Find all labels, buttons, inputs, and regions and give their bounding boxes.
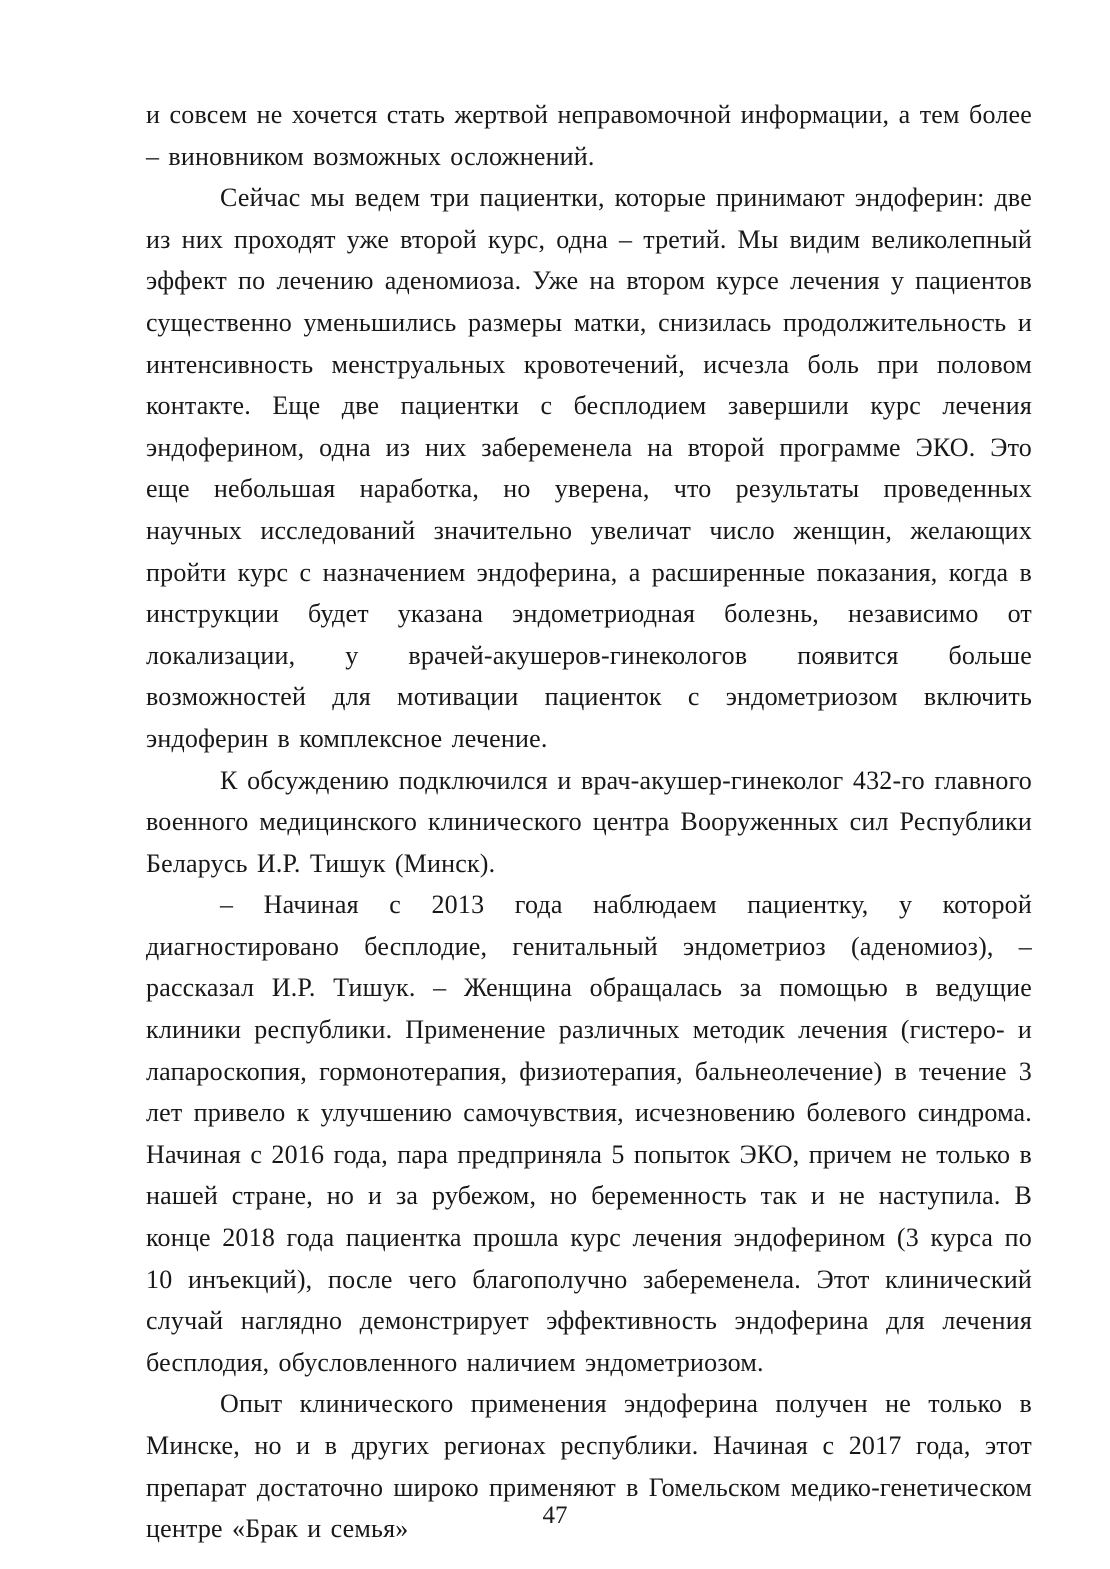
paragraph: – Начиная с 2013 года наблюдаем пациентку, у которой диагностировано бесплодие, генитальный эндометриоз (аденомиоз), – рассказал И.Р. Тишук. – Женщина обращалась за помощью в ведущие клиники республики. Применение различных методик лечения (гистеро- и лапароскопия, гормонотерапия, физиотерапия, бальнеолечение) в течение 3 лет привело к улучшению самочувствия, исчезновению болевого синдрома. Начиная с 2016 года, пара предприняла 5 попыток ЭКО, причем не только в нашей стране, но и за рубежом, но беременность так и не наступила. В конце 2018 года пациентка прошла курс лечения эндоферином (3 курса по 10 инъекций), после чего благополучно забеременела. Этот клинический случай наглядно демонстрирует эффективность эндоферина для лечения бесплодия, обусловленного наличием эндометриозом. bbox=[146, 890, 1032, 1377]
page-body-text bbox=[146, 94, 1032, 1550]
paragraph: К обсуждению подключился и врач-акушер-гинеколог 432-го главного военного медицинского клинического центра Вооруженных сил Республики Беларусь И.Р. Тишук (Минск). bbox=[146, 765, 1032, 878]
page-number: 47 bbox=[542, 1502, 568, 1529]
paragraph: Сейчас мы ведем три пациентки, которые принимают эндоферин: две из них проходят уже второй курс, одна – третий. Мы видим великолепный эффект по лечению аденомиоза. Уже на втором курсе лечения у пациентов существенно уменьшились размеры матки, снизилась продолжительность и интенсивность менструальных кровотечений, исчезла боль при половом контакте. Еще две пациентки с бесплодием завершили курс лечения эндоферином, одна из них забеременела на второй программе ЭКО. Это еще небольшая наработка, но уверена, что результаты проведенных научных исследований значительно увеличат число женщин, желающих пройти курс с назначением эндоферина, а расширенные показания, когда в инструкции будет указана эндометриодная болезнь, независимо от локализации, у врачей-акушеров-гинекологов появится больше возможностей для мотивации пациенток с эндометриозом включить эндоферин в комплексное лечение. bbox=[146, 183, 1032, 753]
paragraph-continuation: и совсем не хочется стать жертвой неправомочной информации, а тем более – виновником возможных осложнений. bbox=[146, 100, 1032, 171]
paragraph: Опыт клинического применения эндоферина получен не только в Минске, но и в других регионах республики. Начиная с 2017 года, этот препарат достаточно широко применяют в Гомельском медико-генетическом центре «Брак и семья» bbox=[146, 1389, 1032, 1544]
